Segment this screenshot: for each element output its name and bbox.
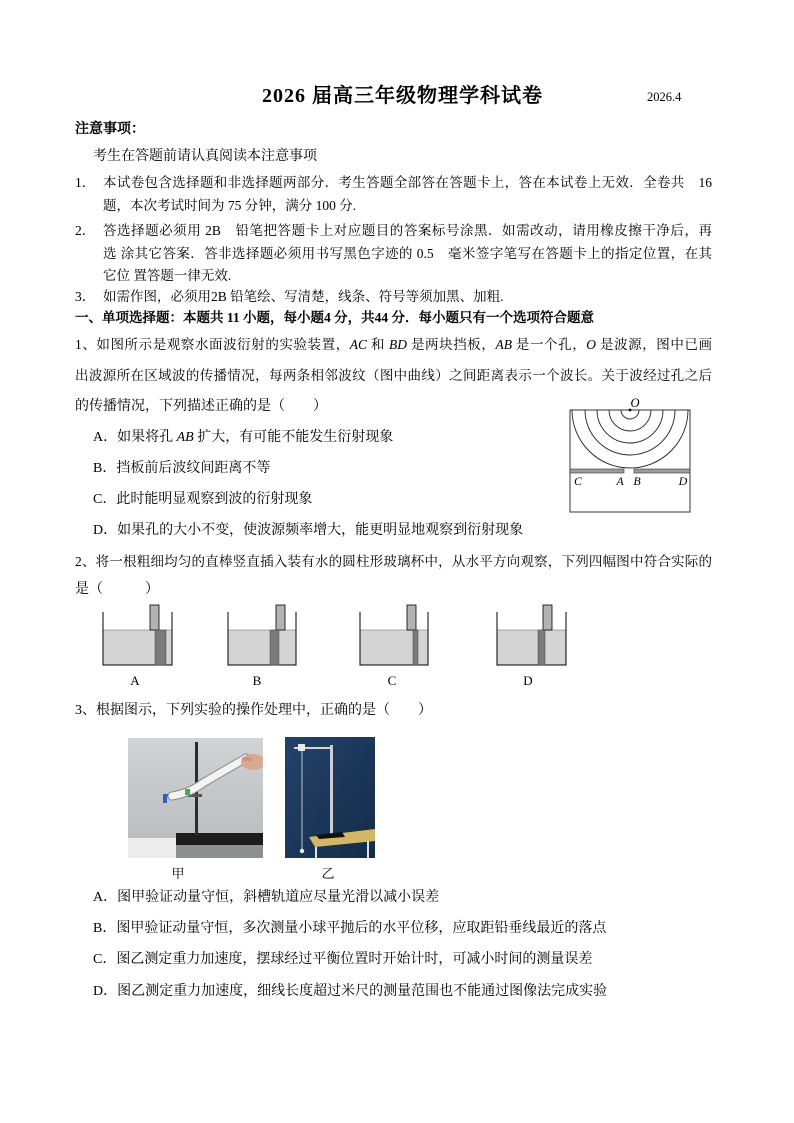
q2-stem-line-1: 2、将一根粗细均匀的直棒竖直插入装有水的圆柱形玻璃杯中，从水平方向观察，下列四幅图中符合实际的 — [75, 554, 712, 569]
notice-item-1-line-2: 题，本次考试时间为 75 分钟，满分 100 分. — [103, 198, 357, 213]
stand-base — [176, 833, 263, 845]
exam-date: 2026.4 — [647, 90, 682, 104]
exam-title: 2026 届高三年级物理学科试卷 — [262, 85, 543, 107]
q1-var-ab: AB — [495, 337, 512, 352]
rod-above-water — [276, 605, 285, 630]
q1-stem-text: 是波源，图中已画 — [596, 337, 712, 352]
notice-item-1-number: 1． — [75, 175, 96, 190]
notice-item-2-number: 2． — [75, 223, 96, 238]
q1-option-b: B．挡板前后波纹间距离不等 — [93, 461, 271, 476]
wavefront-arc — [597, 410, 663, 443]
notice-item-2-line-1: 答选择题必须用 2B 铅笔把答题卡上对应题目的答案标号涂黑．如需改动，请用橡皮擦干净后，再 — [103, 223, 712, 238]
stand-pole — [330, 745, 333, 835]
q2-figure-label-c: C — [387, 673, 397, 688]
blue-clip — [163, 794, 167, 803]
notice-item-2-line-3: 它位 置答题一律无效. — [103, 268, 232, 283]
rod-in-water-figures — [95, 600, 575, 670]
q1-stem-text: 和 — [367, 337, 390, 352]
glass-figure-d — [497, 605, 566, 665]
rod-below-water — [538, 630, 545, 665]
water — [228, 630, 296, 665]
q1-option-d: D．如果孔的大小不变，使波源频率增大，能更明显地观察到衍射现象 — [93, 523, 524, 538]
glass-figure-b — [228, 605, 296, 665]
q1-option-a-text: A．如果将孔 — [93, 430, 177, 445]
notice-intro: 考生在答题前请认真阅读本注意事项 — [93, 149, 317, 164]
water — [497, 630, 566, 665]
photo-label-jia: 甲 — [171, 866, 185, 881]
q1-option-a-text: 扩大，有可能不能发生衍射现象 — [193, 430, 394, 445]
rod-above-water — [407, 605, 416, 630]
barrier-ac — [570, 469, 624, 473]
q1-option-a-var-ab: AB — [176, 430, 194, 445]
q1-var-o: O — [586, 337, 597, 352]
q3-stem: 3、根据图示，下列实验的操作处理中，正确的是（ ） — [75, 703, 432, 718]
q1-var-ac: AC — [349, 337, 368, 352]
q1-stem-line-1 — [75, 336, 712, 354]
barrier-label-c: C — [573, 474, 583, 488]
q1-stem-line-3: 的传播情况，下列描述正确的是（ ） — [75, 399, 327, 414]
q1-stem-text: 1、如图所示是观察水面波衍射的实验装置， — [75, 337, 350, 352]
pendulum-bob — [300, 849, 304, 853]
q1-stem-text: 是两块挡板， — [407, 337, 496, 352]
q1-var-bd: BD — [389, 337, 408, 352]
q2-figure-label-b: B — [252, 673, 262, 688]
q3-option-a: A．图甲验证动量守恒，斜槽轨道应尽量光滑以减小误差 — [93, 890, 440, 905]
wavefront-arc — [585, 410, 675, 455]
photo-label-yi: 乙 — [321, 866, 335, 881]
wavefront-arc — [609, 410, 651, 431]
section-1-heading: 一、单项选择题：本题共 11 小题，每小题4 分，共44 分．每小题只有一个选项符合题意 — [75, 310, 595, 325]
green-clip — [185, 789, 190, 795]
table-surface — [176, 845, 263, 858]
q2-figure-label-a: A — [130, 673, 140, 688]
q1-stem-line-2: 出波源所在区域波的传播情况，每两条相邻波纹（图中曲线）之间距离表示一个波长。关于波经过孔之后 — [75, 368, 712, 383]
photo-yi-pendulum-apparatus — [285, 737, 375, 858]
barrier-bd — [634, 469, 690, 473]
wave-diffraction-figure — [566, 395, 696, 517]
q3-option-d: D．图乙测定重力加速度，细线长度超过米尺的测量范围也不能通过图像法完成实验 — [93, 984, 608, 999]
q1-option-a — [93, 429, 393, 447]
glass-figure-a — [103, 605, 172, 665]
q3-option-c: C．图乙测定重力加速度，摆球经过平衡位置时开始计时，可减小时间的测量误差 — [93, 952, 593, 967]
table-leg — [367, 841, 369, 858]
rod-below-water — [413, 630, 418, 665]
finger — [242, 757, 252, 761]
white-paper — [128, 838, 176, 858]
q2-figure-label-d: D — [523, 673, 533, 688]
notice-item-3-number: 3． — [75, 289, 96, 304]
rod-below-water — [155, 630, 166, 665]
notice-heading: 注意事项： — [75, 122, 145, 137]
barrier-label-b: B — [633, 474, 641, 488]
wavefronts — [572, 410, 688, 468]
photo-jia-momentum-apparatus — [128, 738, 263, 858]
rod-above-water — [543, 605, 552, 630]
table-leg — [315, 847, 317, 858]
notice-item-3-line-1: 如需作图，必须用2B 铅笔绘、写清楚，线条、符号等须加黑、加粗. — [103, 289, 504, 304]
notice-item-1-line-1: 本试卷包含选择题和非选择题两部分．考生答题全部答在答题卡上，答在本试卷上无效．全卷共 16 — [103, 175, 712, 190]
q2-stem-line-2: 是（ ） — [75, 582, 159, 597]
barrier-label-d: D — [678, 474, 688, 488]
rod-below-water — [270, 630, 279, 665]
string-clip — [298, 744, 305, 751]
q3-option-b: B．图甲验证动量守恒，多次测量小球平抛后的水平位移，应取距铅垂线最近的落点 — [93, 921, 607, 936]
q1-stem-text: 是一个孔， — [511, 337, 587, 352]
rod-above-water — [150, 605, 159, 630]
source-label-o: O — [630, 396, 640, 410]
notice-item-2-line-2: 选 涂其它答案．答非选择题必须用书写黑色字迹的 0.5 毫米签字笔写在答题卡上的指定位置，在其 — [103, 246, 712, 261]
barrier-label-a: A — [616, 474, 624, 488]
q1-option-c: C．此时能明显观察到波的衍射现象 — [93, 492, 313, 507]
glass-figure-c — [360, 605, 428, 665]
